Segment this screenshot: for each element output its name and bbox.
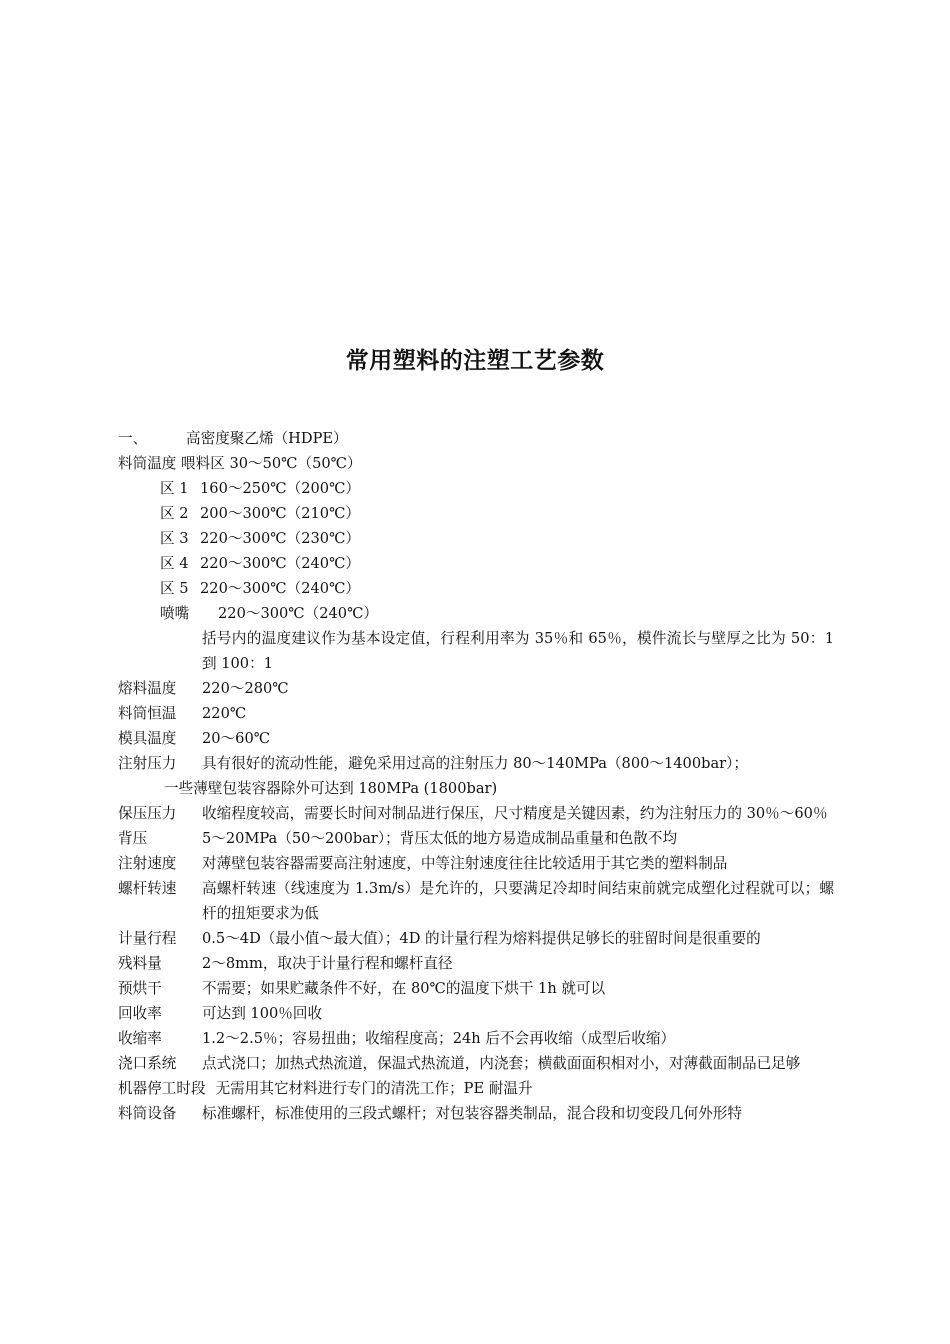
- nozzle-label: 喷嘴: [160, 605, 190, 622]
- param-label: 保压压力: [118, 805, 177, 822]
- zone-label: 区 1: [160, 480, 189, 497]
- zone-value: 200～300℃（210℃）: [200, 505, 360, 522]
- param-label: 料筒恒温: [118, 705, 177, 722]
- param-label: 注射压力: [118, 755, 177, 772]
- param-value: 对薄壁包装容器需要高注射速度，中等注射速度往往比较适用于其它类的塑料制品: [202, 855, 728, 872]
- injection-note: 一些薄壁包装容器除外可达到 180MPa (1800bar): [164, 780, 498, 797]
- param-row: [118, 801, 834, 826]
- param-value: 收缩程度较高，需要长时间对制品进行保压，尺寸精度是关键因素，约为注射压力的 30％～60％: [202, 805, 828, 822]
- zone-row: [118, 551, 834, 576]
- param-label: 计量行程: [118, 930, 177, 947]
- zone-row: [118, 476, 834, 501]
- zone-row: [118, 526, 834, 551]
- param-label: 残料量: [118, 955, 162, 972]
- zone-value: 220～300℃（240℃）: [200, 555, 360, 572]
- param-value: 20～60℃: [202, 730, 271, 747]
- equipment-value: 标准螺杆，标准使用的三段式螺杆；对包装容器类制品，混合段和切变段几何外形特: [202, 1105, 742, 1122]
- param-row: [118, 976, 834, 1001]
- nozzle-value: 220～300℃（240℃）: [218, 605, 378, 622]
- zone-row: [118, 501, 834, 526]
- param-row: [118, 951, 834, 976]
- nozzle-row: [118, 601, 834, 626]
- param-row: [118, 926, 834, 951]
- param-value: 点式浇口；加热式热流道，保温式热流道，内浇套；横截面面积相对小，对薄截面制品已足够: [202, 1055, 801, 1072]
- param-value: 可达到 100％回收: [202, 1005, 323, 1022]
- param-row: [118, 726, 834, 751]
- equipment-label: 料筒设备: [118, 1105, 177, 1122]
- zone-row: [118, 576, 834, 601]
- param-label: 预烘干: [118, 980, 162, 997]
- zone-label: 区 3: [160, 530, 189, 547]
- param-row: [118, 876, 834, 926]
- param-label: 熔料温度: [118, 680, 177, 697]
- param-row: [118, 751, 834, 776]
- barrel-temp-row: [118, 451, 834, 476]
- param-value: 0.5～4D（最小值～最大值）；4D 的计量行程为熔料提供足够长的驻留时间是很重要的: [202, 930, 761, 947]
- param-label: 收缩率: [118, 1030, 162, 1047]
- zone-value: 220～300℃（230℃）: [200, 530, 360, 547]
- param-label: 模具温度: [118, 730, 177, 747]
- temperature-note: 括号内的温度建议作为基本设定值，行程利用率为 35％和 65％，模件流长与壁厚之比为 50：1 到 100：1: [202, 630, 834, 672]
- param-value: 2～8mm，取决于计量行程和螺杆直径: [202, 955, 453, 972]
- document-title: 常用塑料的注塑工艺参数: [345, 348, 605, 374]
- zone-label: 区 5: [160, 580, 189, 597]
- param-label: 回收率: [118, 1005, 162, 1022]
- param-row: [118, 851, 834, 876]
- section-name: 高密度聚乙烯（HDPE）: [186, 430, 348, 447]
- document-body: [118, 426, 834, 1126]
- param-value: 具有很好的流动性能，避免采用过高的注射压力 80～140MPa（800～1400bar）；: [202, 755, 749, 772]
- shutdown-row: [118, 1076, 834, 1101]
- param-value: 220℃: [202, 705, 247, 722]
- shutdown-value: 无需用其它材料进行专门的清洗工作；PE 耐温升: [215, 1080, 533, 1097]
- shutdown-label: 机器停工时段: [118, 1080, 206, 1097]
- param-row: [118, 676, 834, 701]
- section-heading: [118, 426, 834, 451]
- param-row: [118, 1026, 834, 1051]
- param-value: 不需要；如果贮藏条件不好，在 80℃的温度下烘干 1h 就可以: [202, 980, 606, 997]
- param-row: [118, 1051, 834, 1076]
- param-value: 高螺杆转速（线速度为 1.3m/s）是允许的，只要满足冷却时间结束前就完成塑化过程就可以；螺杆的扭矩要求为低: [202, 880, 834, 922]
- zone-value: 160～250℃（200℃）: [200, 480, 360, 497]
- section-number: 一、: [118, 430, 148, 447]
- barrel-temp-label: 料筒温度: [118, 455, 177, 472]
- param-label: 背压: [118, 830, 148, 847]
- zone-label: 区 4: [160, 555, 189, 572]
- param-label: 螺杆转速: [118, 880, 177, 897]
- equipment-row: [118, 1101, 834, 1126]
- feed-zone-value: 喂料区 30～50℃（50℃）: [181, 455, 362, 472]
- param-row: [118, 1001, 834, 1026]
- param-value: 220～280℃: [202, 680, 289, 697]
- zone-label: 区 2: [160, 505, 189, 522]
- param-row: [118, 701, 834, 726]
- zone-value: 220～300℃（240℃）: [200, 580, 360, 597]
- param-row: [118, 826, 834, 851]
- param-label: 浇口系统: [118, 1055, 177, 1072]
- param-label: 注射速度: [118, 855, 177, 872]
- param-value: 1.2～2.5％；容易扭曲；收缩程度高；24h 后不会再收缩（成型后收缩）: [202, 1030, 676, 1047]
- param-value: 5～20MPa（50～200bar）；背压太低的地方易造成制品重量和色散不均: [202, 830, 678, 847]
